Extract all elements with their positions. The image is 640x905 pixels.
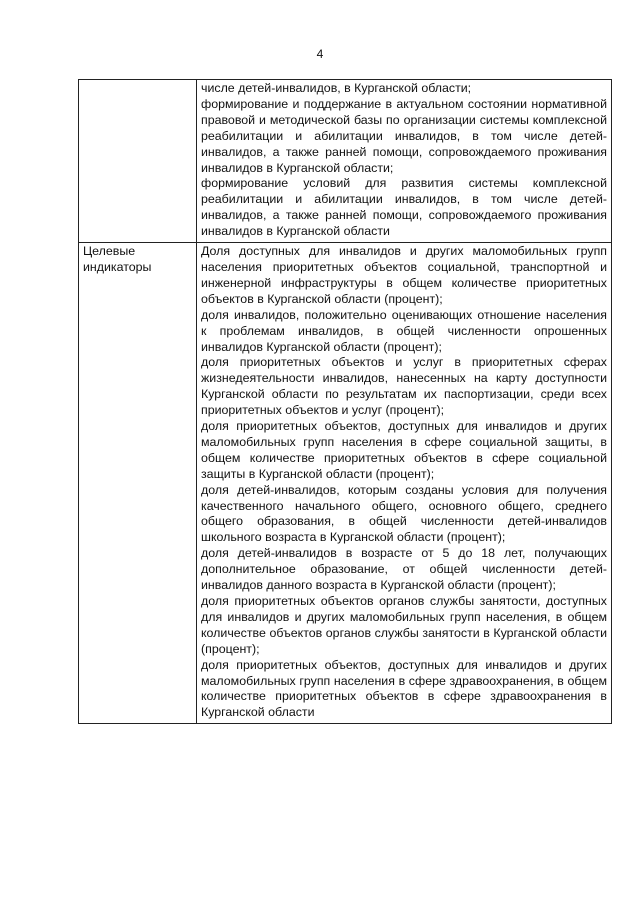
- list-item: доля детей-инвалидов в возрасте от 5 до 18 лет, получающих дополнительное образование, от общей численности детей-инвалидов данного возраста в Курганской области (процент);: [201, 546, 607, 593]
- list-item: доля приоритетных объектов, доступных для инвалидов и других маломобильных групп населения в сфере социальной защиты, в общем количестве приоритетных объектов в сфере социальной защиты в Курганской области (процент);: [201, 419, 607, 481]
- list-item: доля приоритетных объектов органов службы занятости, доступных для инвалидов и других маломобильных групп населения, в общем количестве объектов органов службы занятости в Курганской области (процент);: [201, 594, 607, 656]
- list-item: Доля доступных для инвалидов и других маломобильных групп населения приоритетных объектов социальной, транспортной и инженерной инфраструктуры в общем количестве приоритетных объектов в Курганской области (процент);: [201, 244, 607, 306]
- row-label: [79, 80, 197, 243]
- row-content: [197, 80, 612, 243]
- list-item: формирование и поддержание в актуальном состоянии нормативной правовой и методической базы по организации системы комплексной реабилитации и абилитации инвалидов, в том числе детей-инвалидов, а также ранней помощи, сопровождаемого проживания инвалидов в Курганской области;: [201, 96, 607, 175]
- row-content: [197, 243, 612, 724]
- list-item: доля инвалидов, положительно оценивающих отношение населения к проблемам инвалидов, в общей численности опрошенных инвалидов Курганской области (процент);: [201, 307, 607, 354]
- list-item: формирование условий для развития системы комплексной реабилитации и абилитации инвалидов, в том числе детей-инвалидов, а также ранней помощи, сопровождаемого проживания инвалидов в Курганской области: [201, 176, 607, 239]
- page-number: 4: [316, 47, 324, 61]
- list-item: доля приоритетных объектов и услуг в приоритетных сферах жизнедеятельности инвалидов, нанесенных на карту доступности Курганской области по результатам их паспортизации, среди всех приоритетных объектов и услуг (процент);: [201, 355, 607, 418]
- program-passport-table: [78, 79, 612, 724]
- list-item: доля приоритетных объектов, доступных для инвалидов и других маломобильных групп населения в сфере здравоохранения, в общем количестве приоритетных объектов в сфере здравоохранения в Курганской области: [201, 657, 607, 720]
- table-row: [79, 243, 612, 724]
- list-item: числе детей-инвалидов, в Курганской области;: [201, 81, 472, 95]
- row-label: Целевые индикаторы: [79, 243, 197, 724]
- table-row: [79, 80, 612, 243]
- list-item: доля детей-инвалидов, которым созданы условия для получения качественного начального общего, основного общего, среднего общего образования, в общей численности детей-инвалидов школьного возраста в Курганской области (процент);: [201, 482, 607, 545]
